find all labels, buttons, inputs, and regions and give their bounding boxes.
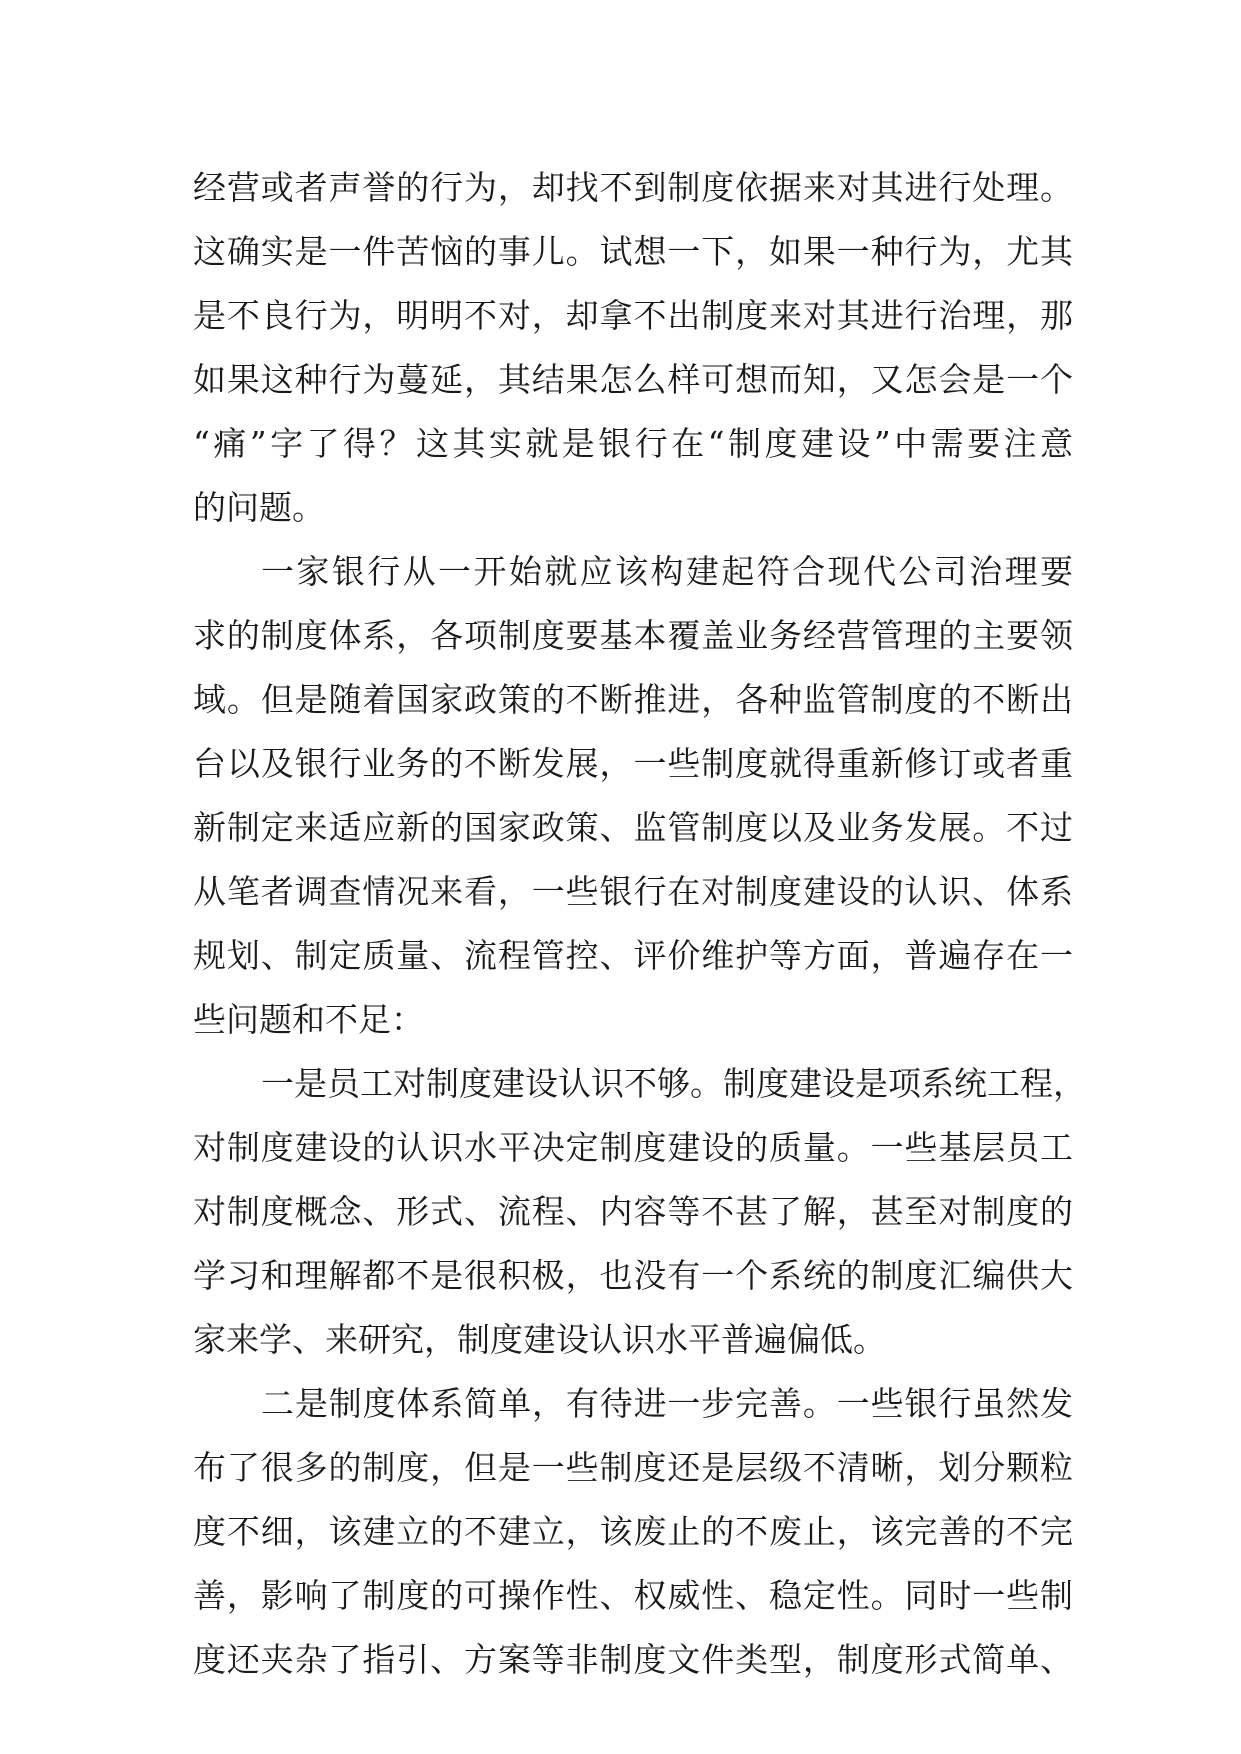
paragraph-system-overview [193, 540, 1073, 1052]
text-line: 从笔者调查情况来看，一些银行在对制度建设的认识、体系 [193, 872, 1073, 911]
text-line: 对制度建设的认识水平决定制度建设的质量。一些基层员工 [193, 1128, 1073, 1167]
text-line: 度还夹杂了指引、方案等非制度文件类型，制度形式简单、 [193, 1640, 1073, 1679]
text-line: 一家银行从一开始就应该构建起符合现代公司治理要 [261, 552, 1073, 591]
text-line: 学习和理解都不是很积极，也没有一个系统的制度汇编供大 [193, 1256, 1073, 1295]
text-line: 这确实是一件苦恼的事儿。试想一下，如果一种行为，尤其 [193, 232, 1073, 271]
text-line: 求的制度体系，各项制度要基本覆盖业务经营管理的主要领 [193, 616, 1073, 655]
text-line: 台以及银行业务的不断发展，一些制度就得重新修订或者重 [193, 744, 1073, 783]
text-line: 布了很多的制度，但是一些制度还是层级不清晰，划分颗粒 [193, 1448, 1073, 1487]
paragraph-continuation [193, 156, 1073, 540]
text-line: 域。但是随着国家政策的不断推进，各种监管制度的不断出 [193, 680, 1073, 719]
text-line: 度不细，该建立的不建立，该废止的不废止，该完善的不完 [193, 1512, 1073, 1551]
text-line: 家来学、来研究，制度建设认识水平普遍偏低。 [193, 1320, 886, 1359]
body-text [193, 156, 1086, 1692]
text-line: 经营或者声誉的行为，却找不到制度依据来对其进行处理。 [193, 168, 1073, 207]
text-line: 二是制度体系简单，有待进一步完善。一些银行虽然发 [261, 1384, 1073, 1423]
paragraph-point-one [193, 1052, 1086, 1372]
text-line: 如果这种行为蔓延，其结果怎么样可想而知，又怎会是一个 [193, 360, 1073, 399]
text-line: 的问题。 [193, 488, 325, 527]
text-line: 规划、制定质量、流程管控、评价维护等方面，普遍存在一 [193, 936, 1073, 975]
text-line: “痛”字了得？这其实就是银行在“制度建设”中需要注意 [193, 424, 1073, 463]
text-line: 新制定来适应新的国家政策、监管制度以及业务发展。不过 [193, 808, 1073, 847]
text-line: 是不良行为，明明不对，却拿不出制度来对其进行治理，那 [193, 296, 1073, 335]
text-line: 对制度概念、形式、流程、内容等不甚了解，甚至对制度的 [193, 1192, 1073, 1231]
text-line: 善，影响了制度的可操作性、权威性、稳定性。同时一些制 [193, 1576, 1073, 1615]
text-line: 些问题和不足： [193, 1000, 424, 1039]
text-line: 一是员工对制度建设认识不够。制度建设是项系统工程， [261, 1064, 1086, 1103]
paragraph-point-two [193, 1372, 1073, 1692]
